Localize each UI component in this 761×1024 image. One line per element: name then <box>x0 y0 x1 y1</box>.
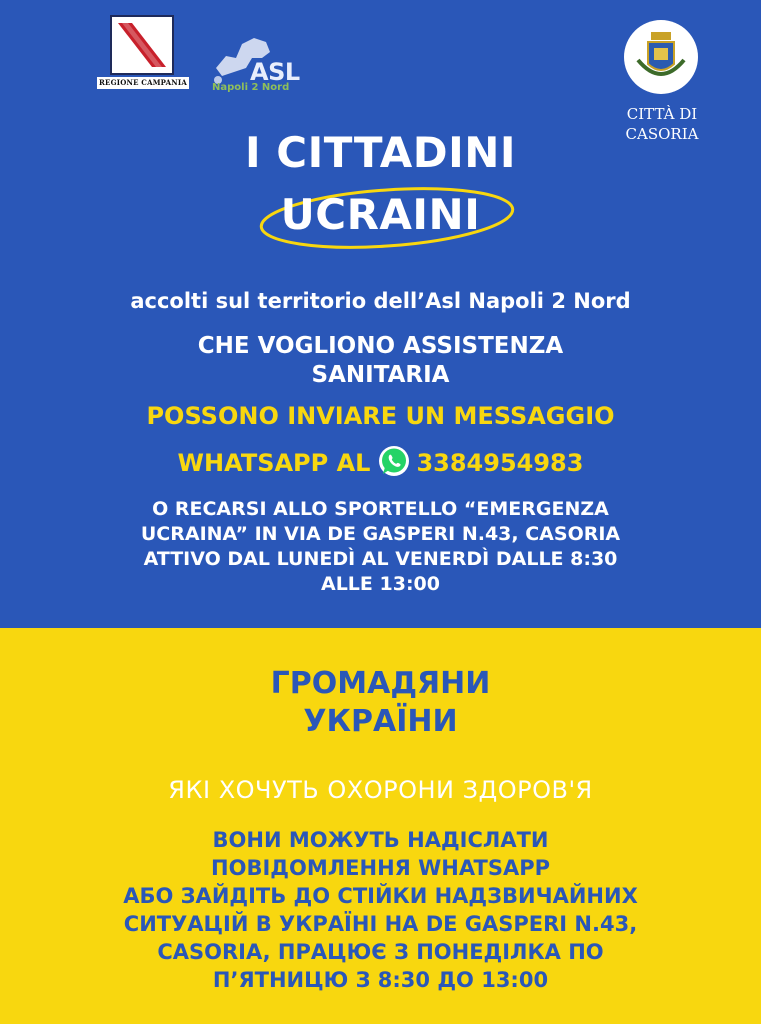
casoria-crest-icon <box>624 20 698 94</box>
citta-line-2: CASORIA <box>625 125 699 143</box>
ukrainian-body-line-5: CASORIA, ПРАЦЮЄ З ПОНЕДІЛКА ПО <box>157 940 604 964</box>
italian-office-info <box>0 497 761 597</box>
office-line-3: ATTIVO DAL LUNEDÌ AL VENERDÌ DALLE 8:30 <box>143 548 618 570</box>
ukrainian-body-line-2: ПОВІДОМЛЕННЯ WHATSAPP <box>211 856 550 880</box>
asl-logo-text: ASL <box>250 58 300 86</box>
assist-line-2: SANITARIA <box>311 362 450 388</box>
office-line-4: ALLE 13:00 <box>321 573 440 595</box>
asl-logo-subtext: Napoli 2 Nord <box>212 82 290 93</box>
office-line-1: O RECARSI ALLO SPORTELLO “EMERGENZA <box>152 498 609 520</box>
italian-title-line-2: UCRAINI <box>280 190 481 239</box>
whatsapp-icon <box>378 445 410 477</box>
italian-subtitle: accolti sul territorio dell’Asl Napoli 2 Nord <box>130 289 631 313</box>
whatsapp-phone-number: 3384954983 <box>416 449 584 477</box>
ukrainian-body-line-3: АБО ЗАЙДІТЬ ДО СТІЙКИ НАДЗВИЧАЙНИХ <box>123 884 638 908</box>
italian-message-line: POSSONO INVIARE UN MESSAGGIO <box>146 402 615 430</box>
italian-assistance-text <box>0 332 761 390</box>
ukrainian-title <box>0 665 761 741</box>
office-line-2: UCRAINA” IN VIA DE GASPERI N.43, CASORIA <box>140 523 621 545</box>
whatsapp-row <box>0 445 761 477</box>
regione-campania-logo <box>110 15 174 75</box>
ukrainian-body-line-1: ВОНИ МОЖУТЬ НАДІСЛАТИ <box>212 828 549 852</box>
casoria-seal <box>624 20 698 94</box>
citta-line-1: CITTÀ DI <box>626 105 698 123</box>
ukrainian-title-line-1: ГРОМАДЯНИ <box>270 666 491 701</box>
regione-campania-emblem-icon <box>112 17 172 73</box>
ukrainian-body-line-6: П’ЯТНИЦЮ З 8:30 ДО 13:00 <box>212 968 549 992</box>
assist-line-1: CHE VOGLIONO ASSISTENZA <box>197 333 564 359</box>
ukrainian-title-line-2: УКРАЇНИ <box>303 704 458 739</box>
ukrainian-body <box>0 826 761 994</box>
regione-campania-label: REGIONE CAMPANIA <box>97 77 189 89</box>
whatsapp-prefix: WHATSAPP AL <box>177 449 371 477</box>
ukrainian-subtitle: ЯКІ ХОЧУТЬ ОХОРОНИ ЗДОРОВ'Я <box>168 776 593 804</box>
ukrainian-body-line-4: СИТУАЦІЙ В УКРАЇНІ НА DE GASPERI N.43, <box>123 912 638 936</box>
italian-title-line-1: I CITTADINI <box>245 128 516 177</box>
